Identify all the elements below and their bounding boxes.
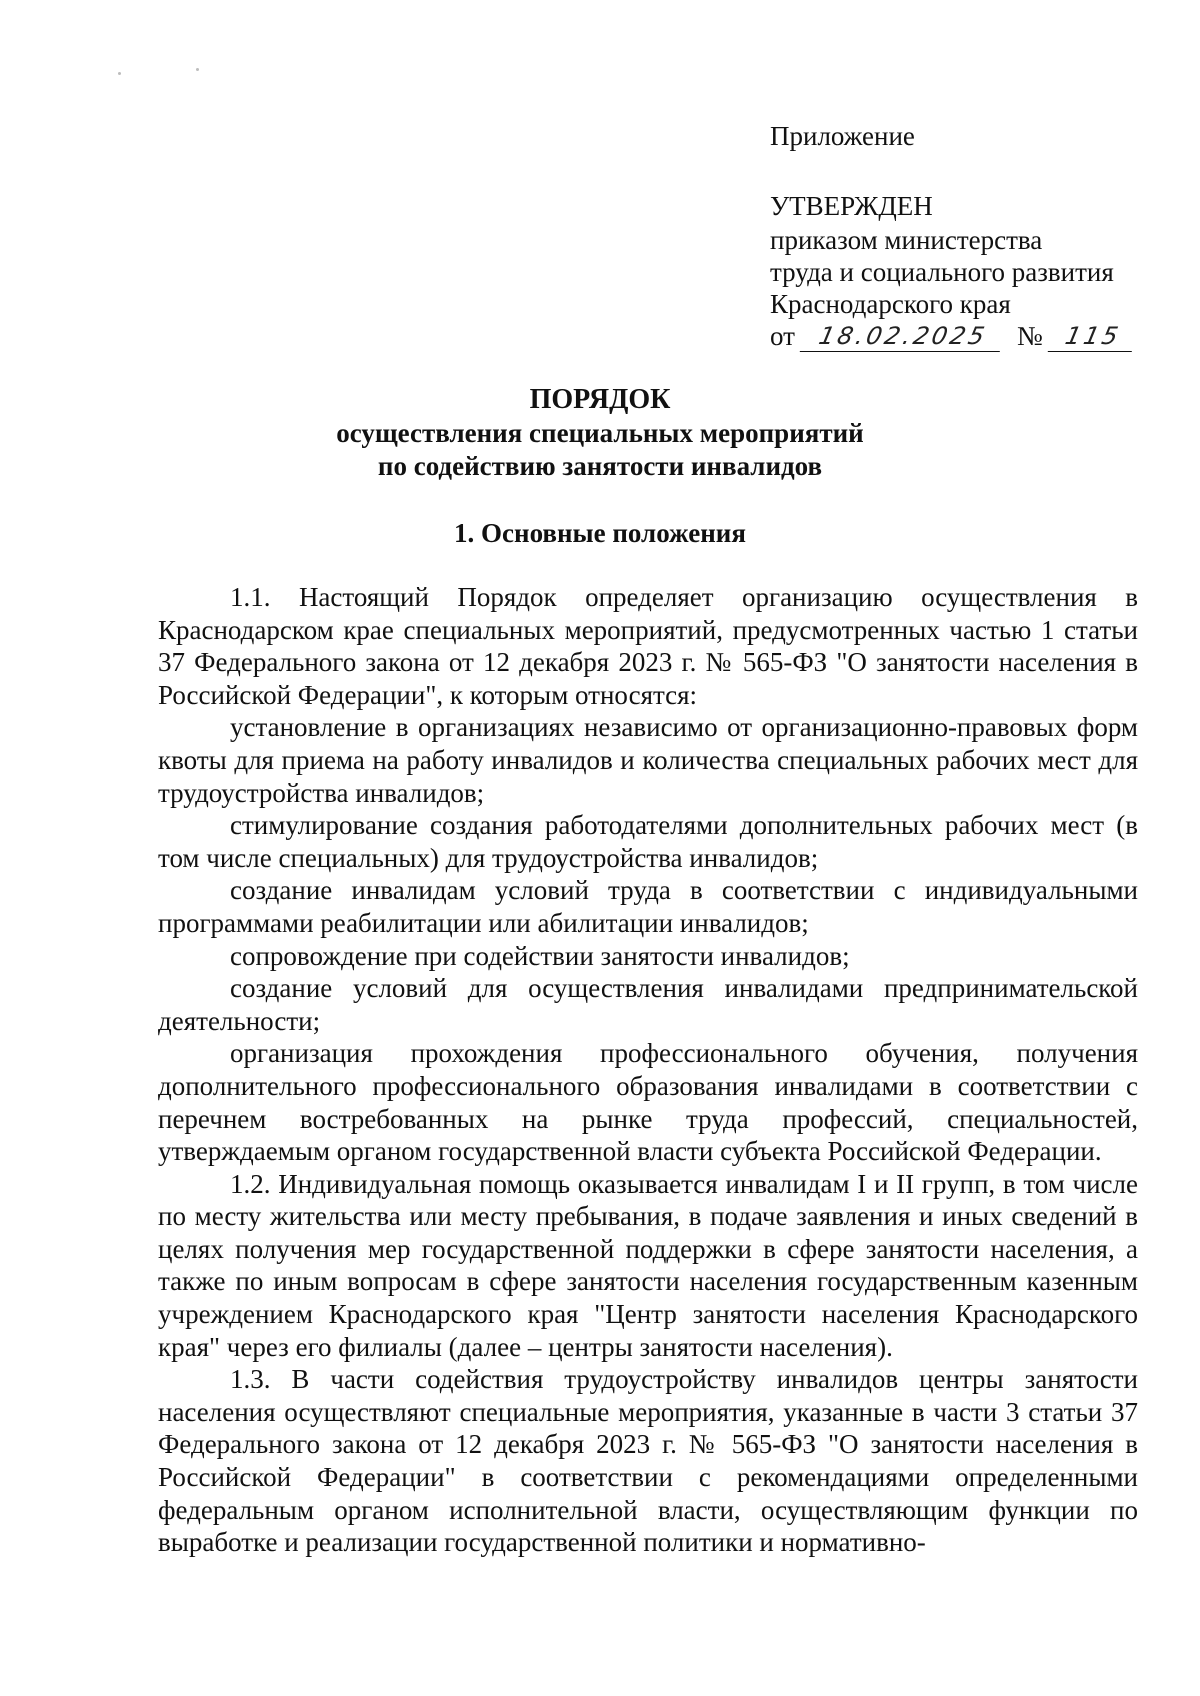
- section-heading: 1. Основные положения: [454, 518, 746, 548]
- appendix-label: Приложение: [770, 121, 915, 151]
- paragraph: 1.3. В части содействия трудоустройству инвалидов центры занятости населения осуществляют специальные мероприятия, указанные в части 3 статьи 37 Федерального закона от 12 декабря 2023 г. № 565-ФЗ "О занятости населения в Российской Федерации" в соответствии с рекомендациями определенными федеральным органом исполнительной власти, осуществляющим функции по выработке и реализации государственной политики и нормативно-: [158, 1364, 1138, 1558]
- scan-artifact: [196, 68, 199, 71]
- paragraph: организация прохождения профессионального обучения, получения дополнительного профессионального образования инвалидами в соответствии с перечнем востребованных на рынке труда профессий, специальностей, утверждаемым органом государственной власти субъекта Российской Федерации.: [158, 1038, 1138, 1167]
- approved-line: Краснодарского края: [770, 289, 1011, 319]
- scan-artifact: [118, 72, 121, 75]
- paragraph: стимулирование создания работодателями дополнительных рабочих мест (в том числе специальных) для трудоустройства инвалидов;: [158, 810, 1138, 873]
- paragraph: 1.1. Настоящий Порядок определяет организацию осуществления в Краснодарском крае специальных мероприятий, предусмотренных частью 1 статьи 37 Федерального закона от 12 декабря 2023 г. № 565-ФЗ "О занятости населения в Российской Федерации", к которым относятся:: [158, 582, 1138, 710]
- date-prefix: от: [770, 321, 795, 351]
- document-subtitle-line: осуществления специальных мероприятий: [336, 418, 864, 448]
- order-date-number-line: [770, 320, 1135, 352]
- handwritten-number: 115: [1047, 321, 1138, 352]
- document-body: [158, 581, 1138, 1559]
- approval-block: [770, 190, 1135, 352]
- document-title-block: [0, 383, 1200, 483]
- approved-line: труда и социального развития: [770, 257, 1114, 287]
- handwritten-date: 18.02.2025: [800, 321, 1007, 352]
- approved-line: приказом министерства: [770, 225, 1043, 255]
- approved-label: УТВЕРЖДЕН: [770, 191, 933, 221]
- document-subtitle-line: по содействию занятости инвалидов: [377, 451, 823, 481]
- number-sign: №: [1016, 321, 1043, 351]
- paragraph: 1.2. Индивидуальная помощь оказывается инвалидам I и II групп, в том числе по месту жительства или месту пребывания, в подаче заявления и иных сведений в целях получения мер государственной поддержки в сфере занятости населения, а также по иным вопросам в сфере занятости населения государственным казенным учреждением Краснодарского края "Центр занятости населения Краснодарского края" через его филиалы (далее – центры занятости населения).: [158, 1168, 1138, 1362]
- paragraph: сопровождение при содействии занятости инвалидов;: [230, 940, 850, 971]
- paragraph: установление в организациях независимо от организационно-правовых форм квоты для приема на работу инвалидов и количества специальных рабочих мест для трудоустройства инвалидов;: [158, 712, 1138, 808]
- document-title: ПОРЯДОК: [529, 384, 671, 415]
- paragraph: создание инвалидам условий труда в соответствии с индивидуальными программами реабилитации или абилитации инвалидов;: [158, 875, 1138, 938]
- paragraph: создание условий для осуществления инвалидами предпринимательской деятельности;: [158, 973, 1138, 1036]
